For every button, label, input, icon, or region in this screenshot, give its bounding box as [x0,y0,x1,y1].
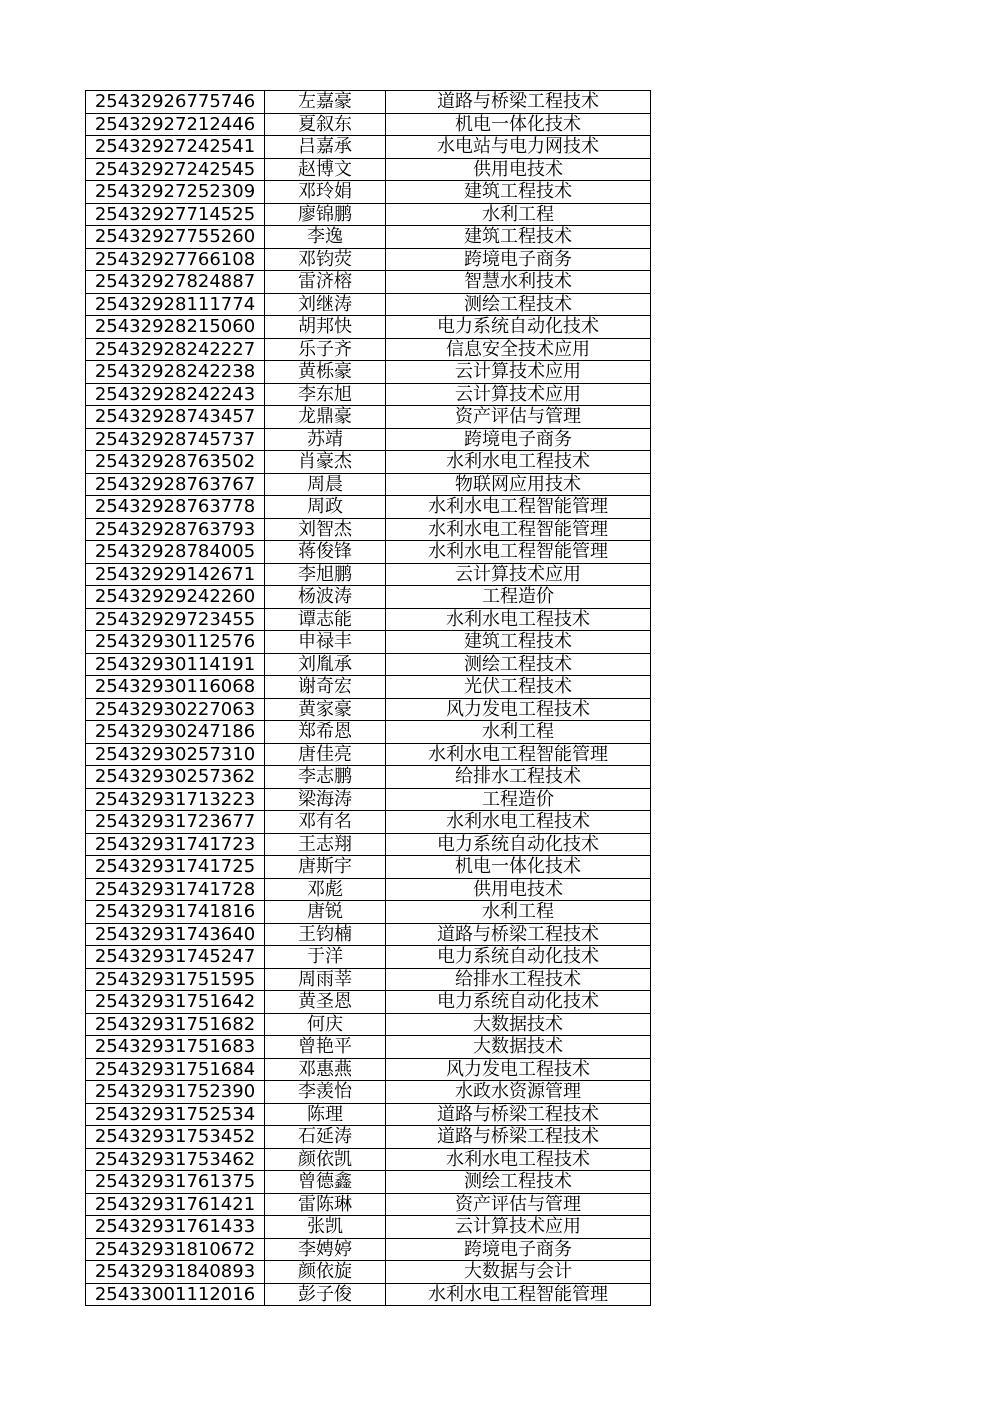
student-name-cell: 胡邦快 [265,316,386,339]
student-id-cell: 25432931741816 [86,901,265,924]
student-name-cell: 雷陈琳 [265,1193,386,1216]
table-row [86,451,651,474]
student-id-cell: 25432931751684 [86,1058,265,1081]
student-name-cell: 乐子齐 [265,338,386,361]
major-cell: 跨境电子商务 [386,248,651,271]
student-id-cell: 25432927824887 [86,271,265,294]
student-name-cell: 梁海涛 [265,788,386,811]
table-row [86,833,651,856]
table-row [86,316,651,339]
table-row [86,1126,651,1149]
student-name-cell: 刘继涛 [265,293,386,316]
student-id-cell: 25432931751642 [86,991,265,1014]
table-row [86,1283,651,1306]
table-row [86,698,651,721]
student-id-cell: 25432931840893 [86,1261,265,1284]
student-name-cell: 李羡怡 [265,1081,386,1104]
student-id-cell: 25432931751683 [86,1036,265,1059]
major-cell: 风力发电工程技术 [386,698,651,721]
student-id-cell: 25432927252309 [86,181,265,204]
student-name-cell: 黄栎豪 [265,361,386,384]
table-row [86,1036,651,1059]
major-cell: 工程造价 [386,788,651,811]
student-id-cell: 25432931751595 [86,968,265,991]
student-id-cell: 25432926775746 [86,91,265,114]
student-id-cell: 25432929142671 [86,563,265,586]
student-id-cell: 25432931752390 [86,1081,265,1104]
student-name-cell: 王志翔 [265,833,386,856]
student-id-cell: 25432931810672 [86,1238,265,1261]
major-cell: 电力系统自动化技术 [386,991,651,1014]
student-name-cell: 李娉婷 [265,1238,386,1261]
major-cell: 跨境电子商务 [386,1238,651,1261]
table-row [86,856,651,879]
student-id-cell: 25432928763778 [86,496,265,519]
table-row [86,1261,651,1284]
table-row [86,226,651,249]
student-id-cell: 25432931741728 [86,878,265,901]
major-cell: 光伏工程技术 [386,676,651,699]
major-cell: 云计算技术应用 [386,563,651,586]
table-row [86,766,651,789]
student-id-cell: 25432928111774 [86,293,265,316]
student-name-cell: 左嘉豪 [265,91,386,114]
student-name-cell: 颜依凯 [265,1148,386,1171]
major-cell: 建筑工程技术 [386,181,651,204]
student-id-cell: 25432930247186 [86,721,265,744]
table-row [86,158,651,181]
student-name-cell: 郑希恩 [265,721,386,744]
major-cell: 道路与桥梁工程技术 [386,1126,651,1149]
major-cell: 水利水电工程技术 [386,811,651,834]
table-row [86,811,651,834]
table-row [86,1171,651,1194]
major-cell: 测绘工程技术 [386,293,651,316]
major-cell: 水利水电工程智能管理 [386,496,651,519]
table-row [86,1238,651,1261]
student-name-cell: 夏叙东 [265,113,386,136]
table-row [86,1081,651,1104]
student-id-cell: 25432928215060 [86,316,265,339]
major-cell: 测绘工程技术 [386,653,651,676]
student-id-cell: 25432928763767 [86,473,265,496]
student-name-cell: 刘胤承 [265,653,386,676]
student-id-cell: 25432928242243 [86,383,265,406]
major-cell: 云计算技术应用 [386,1216,651,1239]
major-cell: 给排水工程技术 [386,968,651,991]
major-cell: 物联网应用技术 [386,473,651,496]
student-name-cell: 张凯 [265,1216,386,1239]
student-name-cell: 刘智杰 [265,518,386,541]
student-name-cell: 石延涛 [265,1126,386,1149]
student-id-cell: 25432928745737 [86,428,265,451]
major-cell: 水利工程 [386,203,651,226]
table-row [86,676,651,699]
table-row [86,923,651,946]
major-cell: 智慧水利技术 [386,271,651,294]
major-cell: 水利水电工程技术 [386,608,651,631]
major-cell: 水利水电工程智能管理 [386,518,651,541]
student-id-cell: 25432928743457 [86,406,265,429]
student-id-cell: 25432927755260 [86,226,265,249]
table-row [86,293,651,316]
student-name-cell: 肖豪杰 [265,451,386,474]
major-cell: 大数据技术 [386,1036,651,1059]
student-name-cell: 唐锐 [265,901,386,924]
student-id-cell: 25432928763502 [86,451,265,474]
student-name-cell: 于洋 [265,946,386,969]
student-id-cell: 25432931761375 [86,1171,265,1194]
table-row [86,1193,651,1216]
major-cell: 跨境电子商务 [386,428,651,451]
student-id-cell: 25432927212446 [86,113,265,136]
table-row [86,1103,651,1126]
major-cell: 大数据与会计 [386,1261,651,1284]
table-row [86,136,651,159]
table-row [86,428,651,451]
table-row [86,338,651,361]
student-id-cell: 25432927766108 [86,248,265,271]
table-row [86,653,651,676]
student-id-cell: 25432931753452 [86,1126,265,1149]
student-name-cell: 谢奇宏 [265,676,386,699]
student-id-cell: 25432931743640 [86,923,265,946]
student-id-cell: 25432930257362 [86,766,265,789]
major-cell: 供用电技术 [386,878,651,901]
student-name-cell: 李志鹏 [265,766,386,789]
roster-table-body [86,91,651,1306]
major-cell: 资产评估与管理 [386,406,651,429]
student-id-cell: 25432928242227 [86,338,265,361]
major-cell: 机电一体化技术 [386,856,651,879]
major-cell: 水利工程 [386,721,651,744]
student-id-cell: 25432930114191 [86,653,265,676]
table-row [86,473,651,496]
major-cell: 资产评估与管理 [386,1193,651,1216]
table-row [86,361,651,384]
major-cell: 水利水电工程智能管理 [386,743,651,766]
student-id-cell: 25432930227063 [86,698,265,721]
table-row [86,271,651,294]
student-name-cell: 邓惠燕 [265,1058,386,1081]
student-name-cell: 唐佳亮 [265,743,386,766]
table-row [86,181,651,204]
student-name-cell: 吕嘉承 [265,136,386,159]
major-cell: 水利水电工程技术 [386,451,651,474]
major-cell: 给排水工程技术 [386,766,651,789]
table-row [86,563,651,586]
student-name-cell: 苏靖 [265,428,386,451]
roster-table [85,90,651,1306]
table-row [86,1013,651,1036]
table-row [86,901,651,924]
major-cell: 水利水电工程智能管理 [386,541,651,564]
major-cell: 供用电技术 [386,158,651,181]
table-row [86,608,651,631]
student-name-cell: 谭志能 [265,608,386,631]
student-name-cell: 李东旭 [265,383,386,406]
table-row [86,496,651,519]
student-id-cell: 25432931741723 [86,833,265,856]
major-cell: 云计算技术应用 [386,383,651,406]
student-id-cell: 25432930116068 [86,676,265,699]
student-id-cell: 25432930257310 [86,743,265,766]
table-row [86,946,651,969]
table-row [86,1058,651,1081]
major-cell: 道路与桥梁工程技术 [386,1103,651,1126]
major-cell: 电力系统自动化技术 [386,946,651,969]
table-row [86,991,651,1014]
student-name-cell: 王钧楠 [265,923,386,946]
student-name-cell: 邓玲娟 [265,181,386,204]
major-cell: 水电站与电力网技术 [386,136,651,159]
major-cell: 水政水资源管理 [386,1081,651,1104]
student-name-cell: 周晨 [265,473,386,496]
major-cell: 大数据技术 [386,1013,651,1036]
table-row [86,518,651,541]
major-cell: 道路与桥梁工程技术 [386,91,651,114]
major-cell: 建筑工程技术 [386,226,651,249]
student-id-cell: 25432927714525 [86,203,265,226]
table-row [86,113,651,136]
student-name-cell: 蒋俊锋 [265,541,386,564]
student-name-cell: 杨波涛 [265,586,386,609]
table-row [86,788,651,811]
student-id-cell: 25432927242545 [86,158,265,181]
student-name-cell: 黄家豪 [265,698,386,721]
major-cell: 水利水电工程智能管理 [386,1283,651,1306]
student-id-cell: 25432928242238 [86,361,265,384]
student-id-cell: 25432931753462 [86,1148,265,1171]
major-cell: 电力系统自动化技术 [386,316,651,339]
student-name-cell: 邓彪 [265,878,386,901]
student-name-cell: 颜依旋 [265,1261,386,1284]
student-id-cell: 25432928784005 [86,541,265,564]
major-cell: 建筑工程技术 [386,631,651,654]
major-cell: 电力系统自动化技术 [386,833,651,856]
student-id-cell: 25432927242541 [86,136,265,159]
student-name-cell: 李逸 [265,226,386,249]
table-row [86,721,651,744]
student-id-cell: 25432928763793 [86,518,265,541]
student-name-cell: 黄圣恩 [265,991,386,1014]
student-name-cell: 赵博文 [265,158,386,181]
table-row [86,541,651,564]
student-name-cell: 陈理 [265,1103,386,1126]
student-name-cell: 彭子俊 [265,1283,386,1306]
student-id-cell: 25432929723455 [86,608,265,631]
table-row [86,586,651,609]
major-cell: 道路与桥梁工程技术 [386,923,651,946]
student-id-cell: 25432931745247 [86,946,265,969]
student-id-cell: 25432929242260 [86,586,265,609]
student-id-cell: 25432931741725 [86,856,265,879]
student-id-cell: 25432931752534 [86,1103,265,1126]
table-row [86,968,651,991]
table-row [86,406,651,429]
major-cell: 信息安全技术应用 [386,338,651,361]
table-row [86,743,651,766]
major-cell: 风力发电工程技术 [386,1058,651,1081]
student-name-cell: 唐斯宇 [265,856,386,879]
student-id-cell: 25433001112016 [86,1283,265,1306]
major-cell: 测绘工程技术 [386,1171,651,1194]
major-cell: 机电一体化技术 [386,113,651,136]
table-row [86,1148,651,1171]
student-name-cell: 何庆 [265,1013,386,1036]
table-row [86,91,651,114]
student-name-cell: 廖锦鹏 [265,203,386,226]
student-id-cell: 25432931761433 [86,1216,265,1239]
table-row [86,383,651,406]
student-name-cell: 周雨莘 [265,968,386,991]
student-name-cell: 周政 [265,496,386,519]
major-cell: 工程造价 [386,586,651,609]
student-id-cell: 25432931761421 [86,1193,265,1216]
student-id-cell: 25432931713223 [86,788,265,811]
student-name-cell: 申禄丰 [265,631,386,654]
table-row [86,248,651,271]
student-id-cell: 25432931723677 [86,811,265,834]
student-name-cell: 邓有名 [265,811,386,834]
student-name-cell: 曾艳平 [265,1036,386,1059]
table-row [86,631,651,654]
major-cell: 水利水电工程技术 [386,1148,651,1171]
student-name-cell: 曾德鑫 [265,1171,386,1194]
major-cell: 云计算技术应用 [386,361,651,384]
student-id-cell: 25432930112576 [86,631,265,654]
student-id-cell: 25432931751682 [86,1013,265,1036]
student-name-cell: 李旭鹏 [265,563,386,586]
table-row [86,878,651,901]
student-name-cell: 雷济榕 [265,271,386,294]
major-cell: 水利工程 [386,901,651,924]
table-row [86,203,651,226]
student-name-cell: 龙鼎豪 [265,406,386,429]
table-row [86,1216,651,1239]
student-name-cell: 邓钧荧 [265,248,386,271]
